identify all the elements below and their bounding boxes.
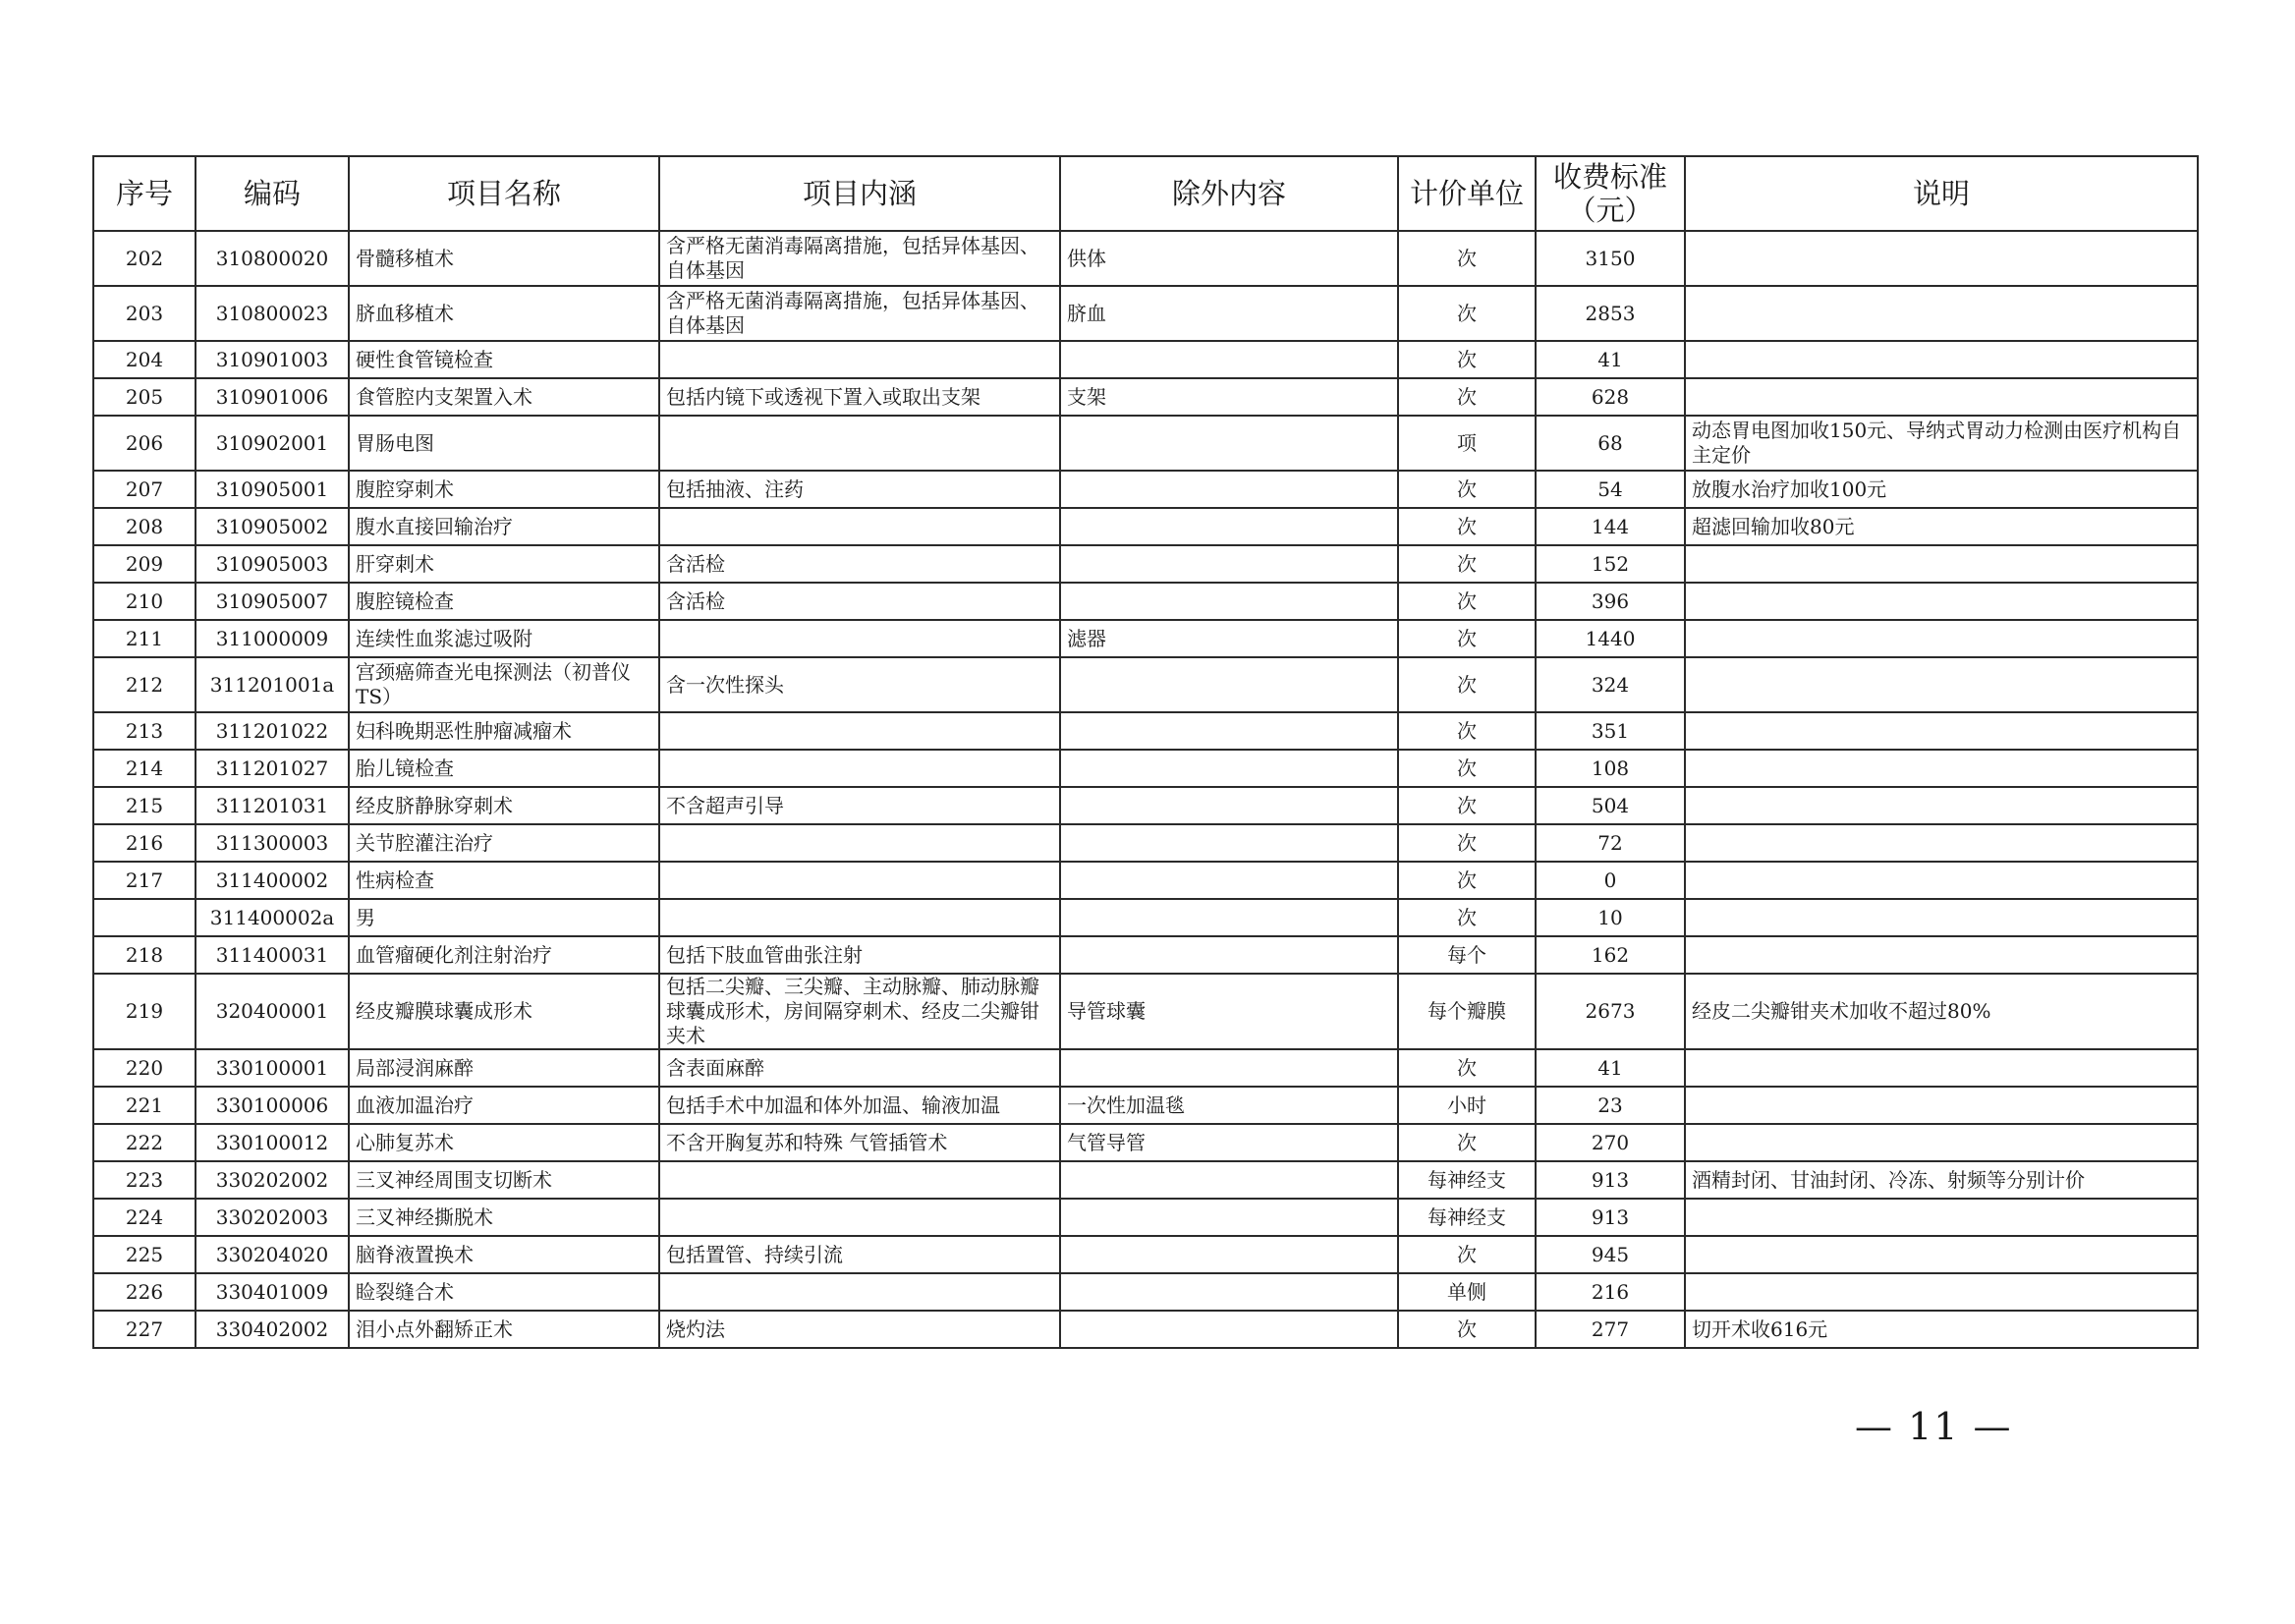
table-row — [93, 1161, 2198, 1199]
row-price: 144 — [1536, 508, 1685, 545]
table-row — [93, 1049, 2198, 1087]
row-index: 212 — [93, 657, 196, 712]
row-unit: 次 — [1398, 862, 1536, 899]
row-price: 504 — [1536, 787, 1685, 824]
row-unit: 次 — [1398, 1124, 1536, 1161]
row-index — [93, 899, 196, 936]
row-code: 330202003 — [196, 1199, 349, 1236]
row-note — [1685, 341, 2198, 378]
row-index: 204 — [93, 341, 196, 378]
row-index: 221 — [93, 1087, 196, 1124]
row-index: 220 — [93, 1049, 196, 1087]
row-code: 311400002 — [196, 862, 349, 899]
row-code: 310800020 — [196, 231, 349, 286]
row-unit: 次 — [1398, 341, 1536, 378]
row-unit: 每神经支 — [1398, 1199, 1536, 1236]
row-excluded-content: 一次性加温毯 — [1060, 1087, 1398, 1124]
row-price: 277 — [1536, 1311, 1685, 1348]
row-code: 311300003 — [196, 824, 349, 862]
row-item-name: 硬性食管镜检查 — [349, 341, 659, 378]
row-code: 311400031 — [196, 936, 349, 974]
row-excluded-content: 脐血 — [1060, 286, 1398, 341]
row-index: 205 — [93, 378, 196, 416]
row-item-content: 包括内镜下或透视下置入或取出支架 — [659, 378, 1060, 416]
table-row — [93, 862, 2198, 899]
row-unit: 次 — [1398, 712, 1536, 750]
table-row — [93, 545, 2198, 583]
row-excluded-content — [1060, 936, 1398, 974]
row-note: 经皮二尖瓣钳夹术加收不超过80% — [1685, 974, 2198, 1049]
row-unit: 项 — [1398, 416, 1536, 471]
row-code: 311201022 — [196, 712, 349, 750]
row-code: 311201031 — [196, 787, 349, 824]
row-note — [1685, 787, 2198, 824]
row-unit: 次 — [1398, 620, 1536, 657]
row-unit: 次 — [1398, 286, 1536, 341]
row-excluded-content: 气管导管 — [1060, 1124, 1398, 1161]
header-excluded-content: 除外内容 — [1060, 156, 1398, 231]
row-excluded-content — [1060, 508, 1398, 545]
table-row — [93, 1236, 2198, 1273]
row-excluded-content — [1060, 1199, 1398, 1236]
row-price: 3150 — [1536, 231, 1685, 286]
row-item-name: 胎儿镜检查 — [349, 750, 659, 787]
row-item-name: 睑裂缝合术 — [349, 1273, 659, 1311]
row-price: 41 — [1536, 341, 1685, 378]
row-code: 311400002a — [196, 899, 349, 936]
row-price: 0 — [1536, 862, 1685, 899]
row-price: 628 — [1536, 378, 1685, 416]
row-note — [1685, 1124, 2198, 1161]
table-row — [93, 1087, 2198, 1124]
row-code: 310905003 — [196, 545, 349, 583]
row-note — [1685, 545, 2198, 583]
row-index: 222 — [93, 1124, 196, 1161]
row-item-content — [659, 1273, 1060, 1311]
row-price: 152 — [1536, 545, 1685, 583]
row-excluded-content — [1060, 583, 1398, 620]
row-index: 223 — [93, 1161, 196, 1199]
row-unit: 次 — [1398, 750, 1536, 787]
row-index: 226 — [93, 1273, 196, 1311]
row-unit: 每个瓣膜 — [1398, 974, 1536, 1049]
table-row — [93, 583, 2198, 620]
row-note — [1685, 657, 2198, 712]
row-price: 41 — [1536, 1049, 1685, 1087]
row-unit: 次 — [1398, 657, 1536, 712]
row-item-name: 血管瘤硬化剂注射治疗 — [349, 936, 659, 974]
row-code: 310902001 — [196, 416, 349, 471]
table-row — [93, 750, 2198, 787]
row-item-name: 妇科晚期恶性肿瘤减瘤术 — [349, 712, 659, 750]
row-price: 162 — [1536, 936, 1685, 974]
row-excluded-content: 供体 — [1060, 231, 1398, 286]
row-item-name: 胃肠电图 — [349, 416, 659, 471]
row-excluded-content — [1060, 862, 1398, 899]
row-note — [1685, 1273, 2198, 1311]
row-item-name: 心肺复苏术 — [349, 1124, 659, 1161]
row-item-name: 肝穿刺术 — [349, 545, 659, 583]
table-row — [93, 508, 2198, 545]
table-row — [93, 1124, 2198, 1161]
row-item-content: 含一次性探头 — [659, 657, 1060, 712]
row-price: 351 — [1536, 712, 1685, 750]
table-row — [93, 824, 2198, 862]
row-code: 310905007 — [196, 583, 349, 620]
row-note — [1685, 231, 2198, 286]
row-item-content: 烧灼法 — [659, 1311, 1060, 1348]
row-excluded-content — [1060, 416, 1398, 471]
table-header-row — [93, 156, 2198, 231]
row-item-content — [659, 899, 1060, 936]
row-excluded-content — [1060, 1236, 1398, 1273]
row-code: 330100006 — [196, 1087, 349, 1124]
row-note: 酒精封闭、甘油封闭、冷冻、射频等分别计价 — [1685, 1161, 2198, 1199]
row-index: 224 — [93, 1199, 196, 1236]
row-item-content — [659, 750, 1060, 787]
row-item-name: 宫颈癌筛查光电探测法（初普仪TS） — [349, 657, 659, 712]
header-price: 收费标准（元） — [1536, 156, 1685, 231]
row-index: 203 — [93, 286, 196, 341]
table-row — [93, 471, 2198, 508]
row-item-content: 不含开胸复苏和特殊 气管插管术 — [659, 1124, 1060, 1161]
row-unit: 次 — [1398, 545, 1536, 583]
header-index: 序号 — [93, 156, 196, 231]
row-note — [1685, 1236, 2198, 1273]
row-excluded-content — [1060, 545, 1398, 583]
header-note: 说明 — [1685, 156, 2198, 231]
row-price: 10 — [1536, 899, 1685, 936]
row-excluded-content — [1060, 1273, 1398, 1311]
row-note: 放腹水治疗加收100元 — [1685, 471, 2198, 508]
row-index: 207 — [93, 471, 196, 508]
table-row — [93, 341, 2198, 378]
row-note — [1685, 862, 2198, 899]
table-row — [93, 1273, 2198, 1311]
row-unit: 次 — [1398, 1049, 1536, 1087]
row-price: 1440 — [1536, 620, 1685, 657]
row-item-name: 脐血移植术 — [349, 286, 659, 341]
row-index: 216 — [93, 824, 196, 862]
row-note — [1685, 936, 2198, 974]
row-note — [1685, 378, 2198, 416]
row-index: 208 — [93, 508, 196, 545]
row-code: 311000009 — [196, 620, 349, 657]
row-item-content — [659, 862, 1060, 899]
table-row — [93, 416, 2198, 471]
row-code: 310901006 — [196, 378, 349, 416]
row-unit: 次 — [1398, 583, 1536, 620]
row-item-name: 性病检查 — [349, 862, 659, 899]
row-item-name: 关节腔灌注治疗 — [349, 824, 659, 862]
table-row — [93, 1311, 2198, 1348]
table-row — [93, 231, 2198, 286]
row-unit: 次 — [1398, 1236, 1536, 1273]
row-item-name: 经皮脐静脉穿刺术 — [349, 787, 659, 824]
row-price: 72 — [1536, 824, 1685, 862]
row-index: 213 — [93, 712, 196, 750]
row-excluded-content — [1060, 787, 1398, 824]
row-price: 396 — [1536, 583, 1685, 620]
row-index: 210 — [93, 583, 196, 620]
row-excluded-content: 导管球囊 — [1060, 974, 1398, 1049]
row-price: 913 — [1536, 1199, 1685, 1236]
row-item-content: 包括抽液、注药 — [659, 471, 1060, 508]
row-excluded-content — [1060, 657, 1398, 712]
row-note — [1685, 750, 2198, 787]
row-item-name: 食管腔内支架置入术 — [349, 378, 659, 416]
row-excluded-content — [1060, 824, 1398, 862]
row-unit: 次 — [1398, 899, 1536, 936]
row-code: 330402002 — [196, 1311, 349, 1348]
row-price: 2673 — [1536, 974, 1685, 1049]
header-unit: 计价单位 — [1398, 156, 1536, 231]
row-unit: 次 — [1398, 471, 1536, 508]
row-item-name: 脑脊液置换术 — [349, 1236, 659, 1273]
row-code: 330204020 — [196, 1236, 349, 1273]
row-item-name: 局部浸润麻醉 — [349, 1049, 659, 1087]
table-row — [93, 1199, 2198, 1236]
row-excluded-content — [1060, 712, 1398, 750]
row-item-content: 包括二尖瓣、三尖瓣、主动脉瓣、肺动脉瓣球囊成形术，房间隔穿刺术、经皮二尖瓣钳夹术 — [659, 974, 1060, 1049]
table-row — [93, 974, 2198, 1049]
row-index: 219 — [93, 974, 196, 1049]
row-excluded-content: 支架 — [1060, 378, 1398, 416]
row-item-name: 骨髓移植术 — [349, 231, 659, 286]
row-unit: 次 — [1398, 787, 1536, 824]
row-index: 202 — [93, 231, 196, 286]
table-row — [93, 620, 2198, 657]
row-unit: 次 — [1398, 824, 1536, 862]
header-code: 编码 — [196, 156, 349, 231]
row-index: 206 — [93, 416, 196, 471]
table-row — [93, 378, 2198, 416]
row-item-content — [659, 1161, 1060, 1199]
row-excluded-content — [1060, 1161, 1398, 1199]
row-item-content: 含活检 — [659, 583, 1060, 620]
row-excluded-content — [1060, 1311, 1398, 1348]
row-item-content: 包括置管、持续引流 — [659, 1236, 1060, 1273]
table-row — [93, 286, 2198, 341]
header-item-name: 项目名称 — [349, 156, 659, 231]
row-price: 216 — [1536, 1273, 1685, 1311]
row-index: 215 — [93, 787, 196, 824]
row-note — [1685, 286, 2198, 341]
row-item-name: 血液加温治疗 — [349, 1087, 659, 1124]
row-note — [1685, 620, 2198, 657]
row-item-name: 经皮瓣膜球囊成形术 — [349, 974, 659, 1049]
row-note — [1685, 824, 2198, 862]
row-price: 68 — [1536, 416, 1685, 471]
row-code: 310800023 — [196, 286, 349, 341]
row-excluded-content — [1060, 471, 1398, 508]
row-item-content: 包括下肢血管曲张注射 — [659, 936, 1060, 974]
row-code: 310905002 — [196, 508, 349, 545]
row-item-name: 三叉神经撕脱术 — [349, 1199, 659, 1236]
row-price: 23 — [1536, 1087, 1685, 1124]
row-unit: 次 — [1398, 1311, 1536, 1348]
row-excluded-content — [1060, 1049, 1398, 1087]
table-row — [93, 936, 2198, 974]
row-code: 330100001 — [196, 1049, 349, 1087]
row-code: 330401009 — [196, 1273, 349, 1311]
row-price: 324 — [1536, 657, 1685, 712]
page-number: — 11 — — [1855, 1405, 2013, 1448]
row-price: 108 — [1536, 750, 1685, 787]
row-excluded-content: 滤器 — [1060, 620, 1398, 657]
row-index: 227 — [93, 1311, 196, 1348]
row-index: 209 — [93, 545, 196, 583]
row-unit: 小时 — [1398, 1087, 1536, 1124]
row-price: 54 — [1536, 471, 1685, 508]
row-item-content: 含严格无菌消毒隔离措施，包括异体基因、自体基因 — [659, 231, 1060, 286]
row-item-name: 连续性血浆滤过吸附 — [349, 620, 659, 657]
table-row — [93, 899, 2198, 936]
header-item-content: 项目内涵 — [659, 156, 1060, 231]
row-excluded-content — [1060, 341, 1398, 378]
row-item-name: 腹腔镜检查 — [349, 583, 659, 620]
row-price: 945 — [1536, 1236, 1685, 1273]
row-item-name: 泪小点外翻矫正术 — [349, 1311, 659, 1348]
row-code: 330100012 — [196, 1124, 349, 1161]
row-item-content: 不含超声引导 — [659, 787, 1060, 824]
row-code: 310901003 — [196, 341, 349, 378]
row-item-name: 三叉神经周围支切断术 — [349, 1161, 659, 1199]
table-row — [93, 712, 2198, 750]
row-note: 切开术收616元 — [1685, 1311, 2198, 1348]
row-item-content — [659, 620, 1060, 657]
row-index: 218 — [93, 936, 196, 974]
fee-table — [92, 155, 2199, 1349]
row-unit: 每个 — [1398, 936, 1536, 974]
row-index: 211 — [93, 620, 196, 657]
row-note — [1685, 712, 2198, 750]
row-item-name: 腹腔穿刺术 — [349, 471, 659, 508]
row-code: 330202002 — [196, 1161, 349, 1199]
table-body — [93, 231, 2198, 1348]
row-price: 2853 — [1536, 286, 1685, 341]
row-item-content — [659, 341, 1060, 378]
row-item-content: 包括手术中加温和体外加温、输液加温 — [659, 1087, 1060, 1124]
row-excluded-content — [1060, 899, 1398, 936]
row-code: 320400001 — [196, 974, 349, 1049]
row-note — [1685, 583, 2198, 620]
row-item-content — [659, 1199, 1060, 1236]
row-excluded-content — [1060, 750, 1398, 787]
row-unit: 次 — [1398, 231, 1536, 286]
row-item-content — [659, 508, 1060, 545]
row-index: 225 — [93, 1236, 196, 1273]
row-note: 超滤回输加收80元 — [1685, 508, 2198, 545]
row-item-content — [659, 712, 1060, 750]
row-price: 913 — [1536, 1161, 1685, 1199]
row-item-name: 男 — [349, 899, 659, 936]
row-unit: 次 — [1398, 508, 1536, 545]
row-index: 214 — [93, 750, 196, 787]
row-index: 217 — [93, 862, 196, 899]
table-row — [93, 787, 2198, 824]
row-price: 270 — [1536, 1124, 1685, 1161]
table-row — [93, 657, 2198, 712]
row-unit: 每神经支 — [1398, 1161, 1536, 1199]
row-item-content: 含表面麻醉 — [659, 1049, 1060, 1087]
row-unit: 单侧 — [1398, 1273, 1536, 1311]
row-note — [1685, 1199, 2198, 1236]
row-item-content: 含活检 — [659, 545, 1060, 583]
row-note — [1685, 1087, 2198, 1124]
row-item-name: 腹水直接回输治疗 — [349, 508, 659, 545]
row-note — [1685, 1049, 2198, 1087]
row-item-content — [659, 824, 1060, 862]
row-note — [1685, 899, 2198, 936]
row-code: 311201001a — [196, 657, 349, 712]
row-unit: 次 — [1398, 378, 1536, 416]
row-note: 动态胃电图加收150元、导纳式胃动力检测由医疗机构自主定价 — [1685, 416, 2198, 471]
row-item-content — [659, 416, 1060, 471]
row-item-content: 含严格无菌消毒隔离措施，包括异体基因、自体基因 — [659, 286, 1060, 341]
row-code: 310905001 — [196, 471, 349, 508]
row-code: 311201027 — [196, 750, 349, 787]
